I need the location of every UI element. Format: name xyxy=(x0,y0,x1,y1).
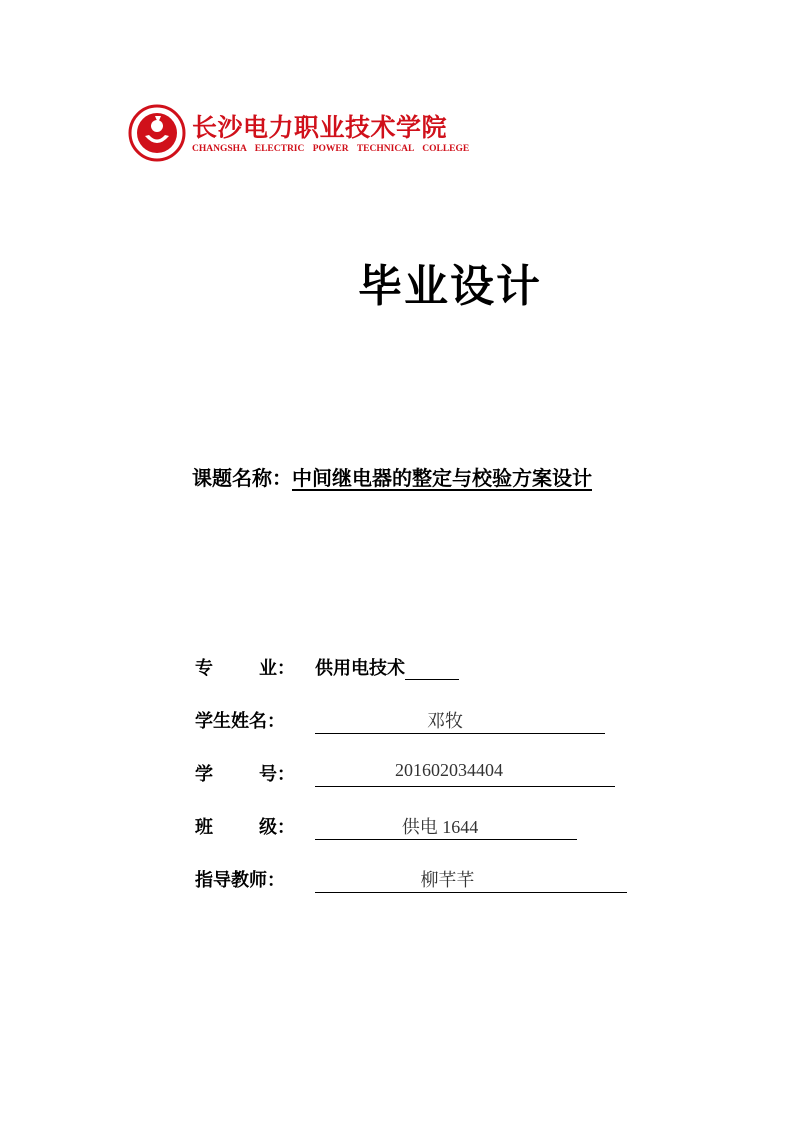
advisor-label: 指导教师： xyxy=(195,870,285,891)
student-id-label: 学 号： xyxy=(195,764,295,785)
field-advisor xyxy=(195,866,635,896)
document-title: 毕业设计 xyxy=(358,261,542,312)
class-value: 供电 1644 xyxy=(401,817,479,837)
student-name-label: 学生姓名： xyxy=(195,711,285,732)
student-name-value: 邓牧 xyxy=(427,711,463,731)
field-class xyxy=(195,813,595,843)
student-id-value: 201602034404 xyxy=(395,760,503,780)
advisor-value: 柳芊芊 xyxy=(420,870,475,890)
field-student-id xyxy=(195,760,625,790)
topic-value: 中间继电器的整定与校验方案设计 xyxy=(292,466,592,490)
school-logo xyxy=(128,104,468,166)
class-label: 班 级： xyxy=(195,817,295,838)
school-emblem-icon xyxy=(128,104,186,162)
major-value: 供用电技术 xyxy=(315,654,459,680)
topic-label: 课题名称： xyxy=(192,466,292,490)
school-name-english: CHANGSHA ELECTRIC POWER TECHNICAL COLLEGE xyxy=(192,144,470,154)
field-student-name xyxy=(195,707,615,737)
topic-line xyxy=(192,462,592,491)
major-label: 专 业： xyxy=(195,658,295,679)
field-major xyxy=(195,654,515,684)
school-name-chinese: 长沙电力职业技术学院 xyxy=(192,113,448,142)
